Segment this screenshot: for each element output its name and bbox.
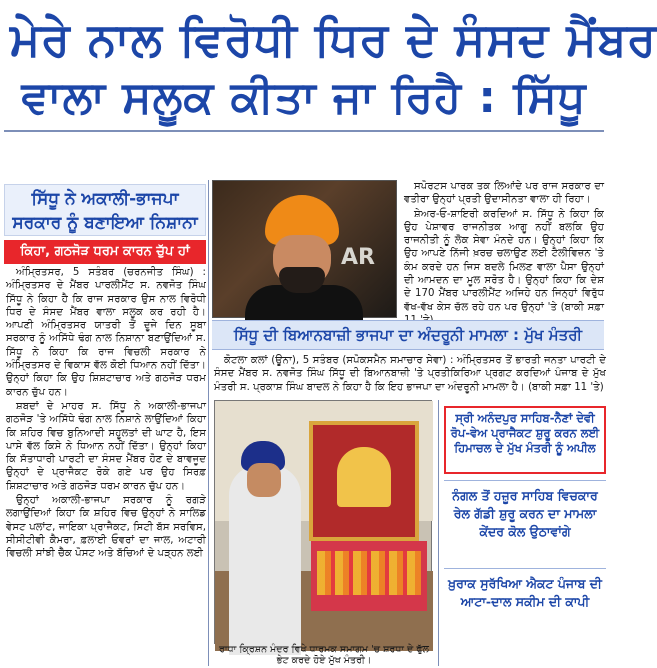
photo-beard: [279, 267, 325, 293]
cm-statement-banner: ਸਿੱਧੂ ਦੀ ਬਿਆਨਬਾਜ਼ੀ ਭਾਜਪਾ ਦਾ ਅੰਦਰੂਨੀ ਮਾਮਲਾ : ਮੁੱਖ ਮੰਤਰੀ: [212, 320, 604, 350]
paragraph: ਉਨ੍ਹਾਂ ਅਕਾਲੀ-ਭਾਜਪਾ ਸਰਕਾਰ ਨੂੰ ਰਗੜੇ ਲਗਾਉਂਦਿਆਂ ਕਿਹਾ ਕਿ ਸ਼ਹਿਰ ਵਿਚ ਉਨ੍ਹਾਂ ਨੇ ਸਾਲਿਡ ਵੇਸਟ ਪਲਾਂਟ, ਜਾਇਕਾ ਪ੍ਰਾਜੈਕਟ, ਸਿਟੀ ਬੱਸ ਸਰਵਿਸ, ਸੀਸੀਟੀਵੀ ਕੈਮਰਾ, ਫ਼ਲਾਈ ਓਵਰਾਂ ਦਾ ਜਾਲ, ਅਟਾਰੀ ਵਿਚਲੀ ਸਾਂਝੀ ਚੈੱਕ ਪੋਸਟ ਅਤੇ ਬੱਚਿਆਂ ਦੇ ਪੜ੍ਹਨ ਲਈ: [6, 495, 206, 560]
temple-photo: [214, 400, 432, 644]
subheadline-line-2: ਸਰਕਾਰ ਨੂੰ ਬਣਾਇਆ ਨਿਸ਼ਾਨਾ: [12, 213, 198, 233]
sidhu-photo: [212, 180, 397, 318]
photo-face: [247, 463, 281, 497]
paragraph: ਅੰਮ੍ਰਿਤਸਰ, 5 ਸਤੰਬਰ (ਚਰਨਜੀਤ ਸਿੰਘ) : ਅੰਮ੍ਰਿਤਸਰ ਦੇ ਮੈਂਬਰ ਪਾਰਲੀਮੈਂਟ ਸ. ਨਵਜੋਤ ਸਿੰਘ ਸਿੱਧੂ ਨੇ ਕਿਹਾ ਹੈ ਕਿ ਰਾਜ ਸਰਕਾਰ ਉਸ ਨਾਲ ਵਿਰੋਧੀ ਧਿਰ ਦੇ ਸੰਸਦ ਮੈਂਬਰ ਵਾਲਾ ਸਲੂਕ ਕਰ ਰਹੀ ਹੈ। ਆਪਣੀ ਅੰਮ੍ਰਿਤਸਰ ਯਾਤਰੀ ਤੋਂ ਦੂਜੇ ਦਿਨ ਸੂਬਾ ਸਰਕਾਰ ਨੂੰ ਅਸਿੱਧੇ ਢੰਗ ਨਾਲ ਨਿਸ਼ਾਨਾ ਬਣਾਉਂਦਿਆਂ ਸ. ਸਿੱਧੂ ਨੇ ਕਿਹਾ ਕਿ ਰਾਜ ਵਿਚਲੀ ਸਰਕਾਰ ਨੇ ਅੰਮ੍ਰਿਤਸਰ ਦੇ ਵਿਕਾਸ ਵੱਲ ਕੋਈ ਧਿਆਨ ਨਹੀਂ ਦਿੱਤਾ। ਉਨ੍ਹਾਂ ਕਿਹਾ ਕਿ ਉਹ ਸ਼ਿਸ਼ਟਾਚਾਰ ਅਤੇ ਗਠਜੋੜ ਧਰਮ ਕਾਰਨ ਚੁੱਪ ਹਨ।: [6, 267, 206, 398]
red-strap: ਕਿਹਾ, ਗਠਜੋੜ ਧਰਮ ਕਾਰਨ ਚੁੱਪ ਹਾਂ: [4, 240, 206, 264]
headline: [0, 0, 657, 128]
paragraph: ਕੋਟਲਾ ਕਲਾਂ (ਊਨਾ), 5 ਸਤੰਬਰ (ਸਪੋਕਸਮੈਨ ਸਮਾਚਾਰ ਸੇਵਾ) : ਅੰਮ੍ਰਿਤਸਰ ਤੋਂ ਭਾਰਤੀ ਜਨਤਾ ਪਾਰਟੀ ਦੇ ਸੰਸਦ ਮੈਂਬਰ ਸ. ਨਵਜੋਤ ਸਿੰਘ ਸਿੱਧੂ ਦੀ ਬਿਆਨਬਾਜ਼ੀ 'ਤੇ ਪ੍ਰਤੀਕਿਰਿਆ ਪ੍ਰਗਟ ਕਰਦਿਆਂ ਪੰਜਾਬ ਦੇ ਮੁੱਖ ਮੰਤਰੀ ਸ. ਪ੍ਰਕਾਸ਼ ਸਿੰਘ ਬਾਦਲ ਨੇ ਕਿਹਾ ਹੈ ਕਿ ਇਹ ਭਾਜਪਾ ਦਾ ਅੰਦਰੂਨੀ ਮਾਮਲਾ ਹੈ। (ਬਾਕੀ ਸਫ਼ਾ 11 'ਤੇ): [214, 355, 606, 393]
side-headline-rail: ਨੰਗਲ ਤੋਂ ਹਜ਼ੂਰ ਸਾਹਿਬ ਵਿਚਕਾਰ ਰੇਲ ਗੱਡੀ ਸ਼ੁਰੂ ਕਰਨ ਦਾ ਮਾਮਲਾ ਕੇਂਦਰ ਕੋਲ ਉਠਾਵਾਂਗੇ: [444, 480, 606, 560]
left-column: [6, 266, 206, 664]
column-divider: [438, 400, 439, 666]
side-headline-ropeway: ਸ੍ਰੀ ਅਨੰਦਪੁਰ ਸਾਹਿਬ-ਨੈਣਾਂ ਦੇਵੀ ਰੋਪ-ਵੇਅ ਪ੍ਰਾਜੈਕਟ ਸ਼ੁਰੂ ਕਰਨ ਲਈ ਹਿਮਾਚਲ ਦੇ ਮੁੱਖ ਮੰਤਰੀ ਨੂੰ ਅਪੀਲ: [444, 406, 606, 474]
photo-caption: ਰਾਧਾ ਕ੍ਰਿਸ਼ਨ ਮੰਦਰ ਵਿਖੇ ਧਾਰਮਕ ਸਮਾਗਮ 'ਚ ਸ਼ਰਧਾ ਦੇ ਫੁੱਲ ਭੇਟ ਕਰਦੇ ਹੋਏ ਮੁੱਖ ਮੰਤਰੀ।: [219, 644, 429, 666]
photo-idol: [337, 447, 391, 507]
subheadline-line-1: ਸਿੱਧੂ ਨੇ ਅਕਾਲੀ-ਭਾਜਪਾ: [31, 189, 179, 209]
divider: [4, 130, 604, 132]
headline-line-2: ਵਾਲਾ ਸਲੂਕ ਕੀਤਾ ਜਾ ਰਿਹੈ : ਸਿੱਧੂ: [21, 72, 587, 123]
subheadline: [4, 184, 206, 236]
paragraph: ਸਪੋਰਟਸ ਪਾਰਕ ਤਕ ਲਿਆਂਦੇ ਪਰ ਰਾਜ ਸਰਕਾਰ ਦਾ ਵਤੀਰਾ ਉਨ੍ਹਾਂ ਪ੍ਰਤੀ ਉਦਾਸੀਨਤਾ ਵਾਲਾ ਹੀ ਰਿਹਾ।: [404, 181, 604, 206]
paragraph: ਸ਼ਬਦਾਂ ਦੇ ਮਾਹਰ ਸ. ਸਿੱਧੂ ਨੇ ਅਕਾਲੀ-ਭਾਜਪਾ ਗਠਜੋੜ 'ਤੇ ਅਸਿੱਧੇ ਢੰਗ ਨਾਲ ਨਿਸ਼ਾਨੇ ਲਾਉਂਦਿਆਂ ਕਿਹਾ ਕਿ ਸ਼ਹਿਰ ਵਿਚ ਬੁਨਿਆਦੀ ਸਹੂਲਤਾਂ ਦੀ ਘਾਟ ਹੈ, ਇਸ ਪਾਸੇ ਵੱਲ ਕਿਸੇ ਨੇ ਧਿਆਨ ਨਹੀਂ ਦਿੱਤਾ। ਉਨ੍ਹਾਂ ਕਿਹਾ ਕਿ ਸੱਤਾਧਾਰੀ ਪਾਰਟੀ ਦਾ ਸੰਸਦ ਮੈਂਬਰ ਹੋਣ ਦੇ ਬਾਵਜੂਦ ਉਨ੍ਹਾਂ ਦੇ ਪ੍ਰਾਜੈਕਟ ਰੋਕੇ ਗਏ ਪਰ ਉਹ ਸਿਰਫ਼ ਸ਼ਿਸ਼ਟਾਚਾਰ ਅਤੇ ਗਠਜੋੜ ਧਰਮ ਕਾਰਨ ਚੁੱਪ ਹਨ।: [6, 400, 206, 492]
cm-statement-body: [214, 354, 606, 394]
paragraph: ਸ਼ੇਅਰ-ਓ-ਸ਼ਾਇਰੀ ਕਰਦਿਆਂ ਸ. ਸਿੱਧੂ ਨੇ ਕਿਹਾ ਕਿ ਉਹ ਪੇਸ਼ਾਵਰ ਰਾਜਨੀਤਕ ਆਗੂ ਨਹੀਂ ਬਲਕਿ ਉਹ ਰਾਜਨੀਤੀ ਨੂੰ ਲੋਕ ਸੇਵਾ ਮੰਨਦੇ ਹਨ। ਉਨ੍ਹਾਂ ਕਿਹਾ ਕਿ ਉਹ ਆਪਣੇ ਨਿੱਜੀ ਖ਼ਰਚ ਚਲਾਉਣ ਲਈ ਟੈਲੀਵਿਜ਼ਨ 'ਤੇ ਕੰਮ ਕਰਦੇ ਹਨ ਜਿਸ ਬਦਲੇ ਮਿਲਣ ਵਾਲਾ ਪੈਸਾ ਉਨ੍ਹਾਂ ਦੀ ਆਮਦਨ ਦਾ ਮੂਲ ਸਰੋਤ ਹੈ। ਉਨ੍ਹਾਂ ਕਿਹਾ ਕਿ ਦੇਸ਼ ਦੇ 170 ਮੈਂਬਰ ਪਾਰਲੀਮੈਂਟ ਅਜਿਹੇ ਹਨ ਜਿਨ੍ਹਾਂ ਵਿਰੁੱਧ ਵੱਖ-ਵੱਖ ਕੇਸ ਚੱਲ ਰਹੇ ਹਨ ਪਰ ਉਨ੍ਹਾਂ 'ਤੇ (ਬਾਕੀ ਸਫ਼ਾ: [404, 208, 604, 313]
column-divider: [208, 180, 209, 666]
photo-flowers: [317, 551, 421, 595]
photo-background-text: AR: [341, 245, 375, 270]
middle-column: [404, 180, 604, 320]
headline-line-1: ਮੇਰੇ ਨਾਲ ਵਿਰੋਧੀ ਧਿਰ ਦੇ ਸੰਸਦ ਮੈਂਬਰ: [10, 12, 657, 66]
side-headline-food-security: ਖ਼ੁਰਾਕ ਸੁਰੱਖਿਆ ਐਕਟ ਪੰਜਾਬ ਦੀ ਆਟਾ-ਦਾਲ ਸਕੀਮ ਦੀ ਕਾਪੀ: [444, 568, 606, 664]
